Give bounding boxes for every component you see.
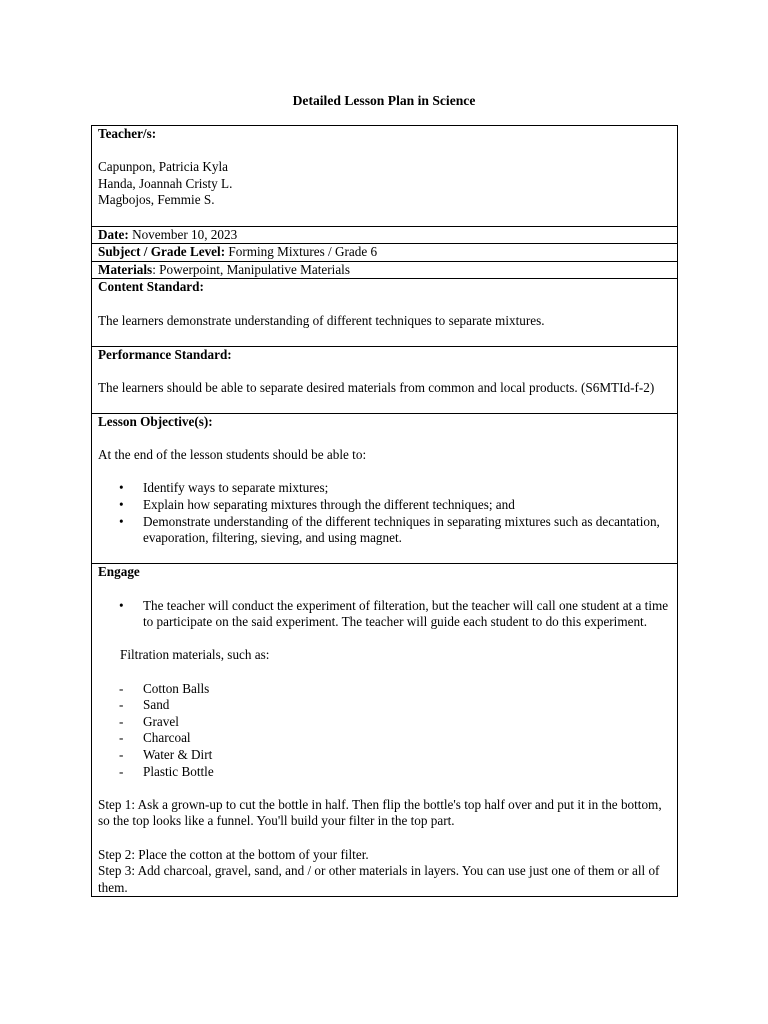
- list-item: - Water & Dirt: [98, 747, 671, 764]
- lesson-plan-table: [91, 125, 678, 897]
- date-row: [92, 226, 678, 244]
- list-item: - Charcoal: [98, 730, 671, 747]
- list-item: - Cotton Balls: [98, 681, 671, 698]
- subject-value: Forming Mixtures / Grade 6: [225, 244, 378, 260]
- list-item: - Sand: [98, 697, 671, 714]
- objectives-intro: At the end of the lesson students should be able to:: [98, 447, 367, 463]
- materials-row: [92, 261, 678, 279]
- materials-label: Materials: [98, 261, 153, 277]
- date-value: November 10, 2023: [128, 226, 238, 242]
- content-standard-row: [92, 279, 678, 346]
- performance-standard-row: [92, 346, 678, 413]
- list-item: • Explain how separating mixtures through the different techniques; and: [98, 497, 671, 514]
- step-2: Step 2: Place the cotton at the bottom of your filter.: [98, 846, 369, 862]
- document-title: Detailed Lesson Plan in Science: [292, 93, 476, 108]
- engage-label: Engage: [98, 564, 140, 580]
- objectives-list: [98, 480, 671, 546]
- teachers-row: [92, 126, 678, 227]
- teacher-name: Capunpon, Patricia Kyla: [98, 159, 229, 175]
- filtration-materials-list: [98, 681, 671, 781]
- performance-standard-label: Performance Standard:: [98, 346, 232, 362]
- teacher-name: Handa, Joannah Cristy L.: [98, 175, 233, 191]
- engage-row: [92, 564, 678, 897]
- list-item: • Demonstrate understanding of the different techniques in separating mixtures such as decantation, evaporation, filtering, sieving, and using magnet.: [98, 514, 671, 547]
- performance-standard-text: The learners should be able to separate desired materials from common and local products. (S6MTId-f-2): [98, 379, 655, 395]
- list-item: • The teacher will conduct the experiment of filteration, but the teacher will call one student at a time to participate on the said experiment. The teacher will guide each student to do this experiment.: [98, 598, 671, 631]
- list-item: - Gravel: [98, 714, 671, 731]
- objectives-label: Lesson Objective(s):: [98, 414, 213, 430]
- materials-value: : Powerpoint, Manipulative Materials: [152, 261, 350, 277]
- subject-label: Subject / Grade Level:: [98, 244, 226, 260]
- engage-list: [98, 598, 671, 631]
- list-item: - Plastic Bottle: [98, 764, 671, 781]
- filtration-materials-intro: Filtration materials, such as:: [120, 647, 270, 663]
- subject-row: [92, 244, 678, 262]
- content-standard-label: Content Standard:: [98, 279, 204, 295]
- teacher-name: Magbojos, Femmie S.: [98, 192, 215, 208]
- step-3: Step 3: Add charcoal, gravel, sand, and / or other materials in layers. You can use just one of them or all of them.: [98, 863, 660, 895]
- objectives-row: [92, 414, 678, 564]
- list-item: • Identify ways to separate mixtures;: [98, 480, 671, 497]
- date-label: Date:: [98, 226, 129, 242]
- teachers-label: Teacher/s:: [98, 126, 157, 141]
- step-1: Step 1: Ask a grown-up to cut the bottle in half. Then flip the bottle's top half over and put it in the bottom, so the top looks like a funnel. You'll build your filter in the top part.: [98, 796, 662, 829]
- content-standard-text: The learners demonstrate understanding of different techniques to separate mixtures.: [98, 312, 545, 328]
